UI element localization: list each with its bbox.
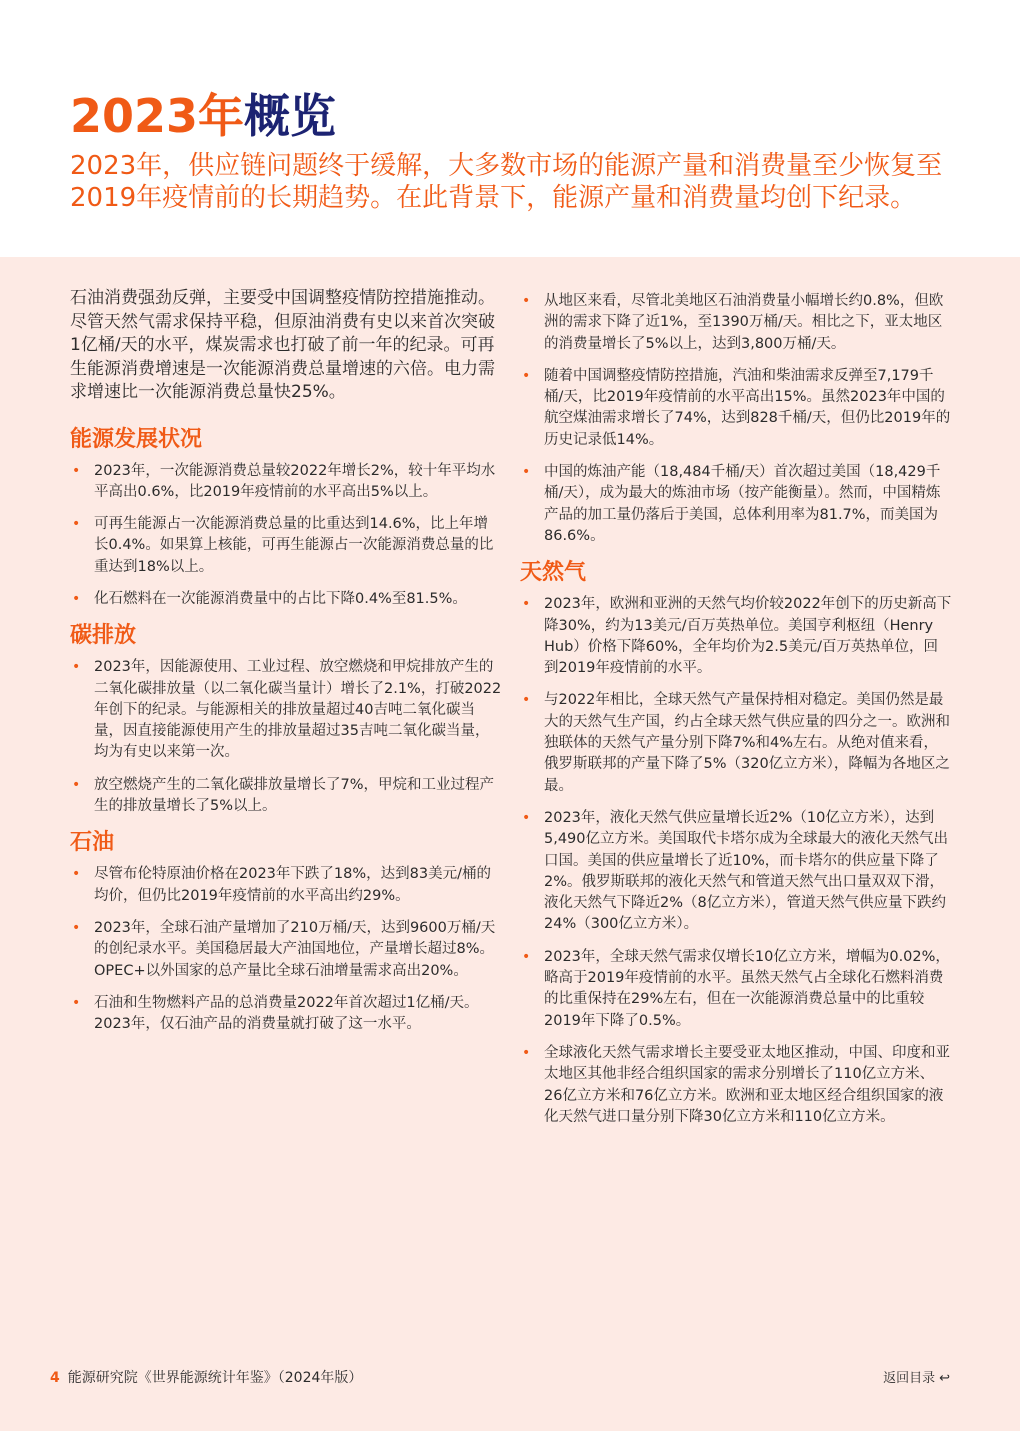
list-item: • 2023年，全球天然气需求仅增长10亿立方米，增幅为0.02%，略高于2019年疫情前的水平。虽然天然气占全球化石燃料消费的比重保持在29%左右，但在一次能源消费总量中的比重较2019年下降了0.5%。	[522, 948, 950, 1029]
bullet-icon: •	[72, 516, 81, 533]
list-item: • 从地区来看，尽管北美地区石油消费量小幅增长约0.8%，但欧洲的需求下降了近1%，至1390万桶/天。相比之下，亚太地区的消费量增长了5%以上，达到3,800万桶/天。	[522, 293, 944, 352]
list-item: • 与2022年相比，全球天然气产量保持相对稳定。美国仍然是最大的天然气生产国，约占全球天然气供应量的四分之一。欧洲和独联体的天然气产量分别下降7%和4%左右。从绝对值来看，俄罗斯联邦的产量下降了5%（320亿立方米），降幅为各地区之最。	[522, 692, 950, 794]
section-title-carbon: 碳排放	[70, 623, 137, 649]
bullet-icon: •	[72, 776, 81, 793]
bullet-icon: •	[72, 590, 81, 607]
carbon-list	[70, 657, 502, 817]
footer-publication	[50, 1367, 362, 1387]
page-title	[70, 86, 336, 146]
oil-continued-list	[520, 291, 952, 547]
intro-paragraph: 石油消费强劲反弹，主要受中国调整疫情防控措施推动。尽管天然气需求保持平稳，但原油消费有史以来首次突破1亿桶/天的水平，煤炭需求也打破了前一年的纪录。可再生能源消费增速是一次能源消费总量增速的六倍。电力需求增速比一次能源消费总量快25%。	[70, 288, 495, 402]
energy-list	[70, 461, 502, 611]
list-item: • 随着中国调整疫情防控措施，汽油和柴油需求反弹至7,179千桶/天，比2019年疫情前的水平高出15%。虽然2023年中国的航空煤油需求增长了74%，达到828千桶/天，但仍比2019年的历史记录低14%。	[522, 367, 951, 448]
list-item: • 尽管布伦特原油价格在2023年下跌了18%，达到83美元/桶的均价，但仍比2019年疫情前的水平高出约29%。	[72, 866, 491, 904]
gas-list	[520, 594, 952, 1128]
list-item: • 可再生能源占一次能源消费总量的比重达到14.6%，比上年增长0.4%。如果算上核能，可再生能源占一次能源消费总量的比重达到18%以上。	[72, 516, 494, 575]
list-item: • 2023年，欧洲和亚洲的天然气均价较2022年创下的历史新高下降30%，约为13美元/百万英热单位。美国亨利枢纽（Henry Hub）价格下降60%，全年均价为2.5美元/百万英热单位，回到2019年疫情前的水平。	[522, 596, 952, 677]
header-section	[0, 0, 1020, 257]
bullet-icon: •	[72, 659, 81, 676]
bullet-icon: •	[522, 367, 531, 384]
page-number: 4	[50, 1370, 60, 1386]
list-item: • 2023年，液化天然气供应量增长近2%（10亿立方米），达到5,490亿立方米。美国取代卡塔尔成为全球最大的液化天然气出口国。美国的供应量增长了近10%，而卡塔尔的供应量下降了2%。俄罗斯联邦的液化天然气和管道天然气出口量双双下滑，液化天然气下降近2%（8亿立方米），管道天然气供应量下跌约24%（300亿立方米）。	[522, 809, 949, 933]
section-title-gas: 天然气	[520, 560, 587, 586]
list-item: • 全球液化天然气需求增长主要受亚太地区推动，中国、印度和亚太地区其他非经合组织国家的需求分别增长了110亿立方米、26亿立方米和76亿立方米。欧洲和亚太地区经合组织国家的液化天然气进口量分别下降30亿立方米和110亿立方米。	[522, 1044, 950, 1125]
bullet-icon: •	[522, 464, 531, 481]
bullet-icon: •	[522, 1044, 531, 1061]
bullet-icon: •	[72, 866, 81, 883]
publication-title: 能源研究院《世界能源统计年鉴》（2024年版）	[67, 1370, 363, 1386]
page-subtitle: 2023年，供应链问题终于缓解，大多数市场的能源产量和消费量至少恢复至2019年疫情前的长期趋势。在此背景下，能源产量和消费量均创下纪录。	[70, 151, 943, 213]
list-item: • 石油和生物燃料产品的总消费量2022年首次超过1亿桶/天。2023年，仅石油产品的消费量就打破了这一水平。	[72, 994, 479, 1033]
return-arrow-icon: ↩	[939, 1371, 950, 1386]
list-item: • 2023年，因能源使用、工业过程、放空燃烧和甲烷排放产生的二氧化碳排放量（以二氧化碳当量计）增长了2.1%，打破2022年创下的纪录。与能源相关的排放量超过40吉吨二氧化碳当量，因直接能源使用产生的排放量超过35吉吨二氧化碳当量，均为有史以来第一次。	[72, 659, 502, 761]
left-column	[70, 257, 502, 1046]
list-item: • 放空燃烧产生的二氧化碳排放量增长了7%，甲烷和工业过程产生的排放量增长了5%以上。	[72, 776, 495, 815]
section-title-oil: 石油	[70, 830, 115, 856]
bullet-icon: •	[72, 462, 81, 479]
list-item: • 2023年，一次能源消费总量较2022年增长2%，较十年平均水平高出0.6%，比2019年疫情前的水平高出5%以上。	[72, 462, 496, 500]
list-item: • 2023年，全球石油产量增加了210万桶/天，达到9600万桶/天的创纪录水平。美国稳居最大产油国地位，产量增长超过8%。OPEC+以外国家的总产量比全球石油增量需求高出20%。	[72, 919, 496, 979]
bullet-icon: •	[522, 596, 531, 613]
list-item: • 化石燃料在一次能源消费量中的占比下降0.4%至81.5%。	[70, 589, 502, 610]
content-panel	[0, 257, 1020, 1431]
bullet-icon: •	[522, 692, 531, 709]
title-word: 概览	[244, 89, 337, 143]
bullet-icon: •	[522, 809, 531, 826]
back-to-contents-link[interactable]	[883, 1367, 950, 1386]
list-item: • 中国的炼油产能（18,484千桶/天）首次超过美国（18,429千桶/天），成为最大的炼油市场（按产能衡量）。然而，中国精炼产品的加工量仍落后于美国，总体利用率为81.7%，而美国为86.6%。	[522, 464, 941, 544]
section-title-energy: 能源发展状况	[70, 426, 203, 452]
title-year: 2023年	[70, 89, 245, 143]
right-column	[520, 257, 952, 1139]
bullet-icon: •	[522, 293, 531, 309]
bullet-icon: •	[522, 948, 531, 965]
back-link-label: 返回目录	[883, 1371, 936, 1386]
oil-list	[70, 864, 502, 1035]
bullet-icon: •	[72, 919, 81, 936]
bullet-icon: •	[72, 994, 81, 1011]
